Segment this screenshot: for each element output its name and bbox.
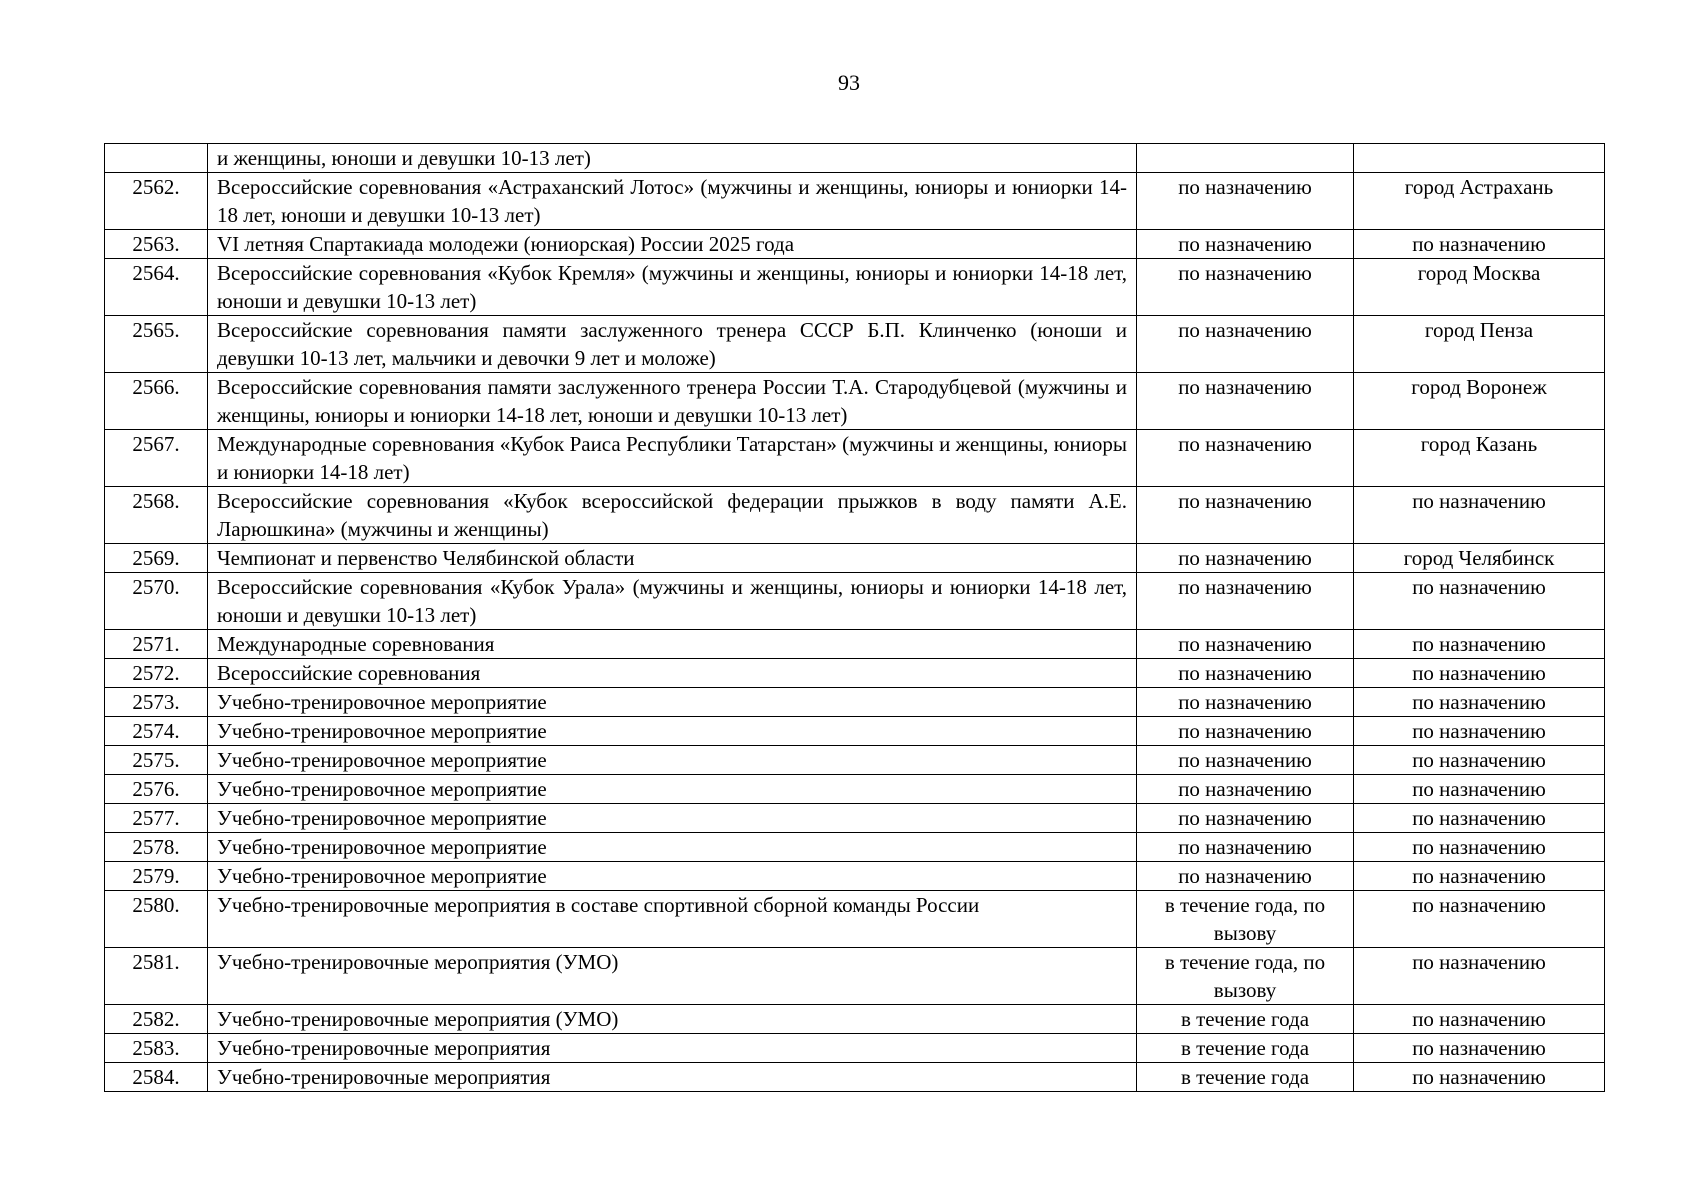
- table-row: [105, 630, 1605, 659]
- event-number: 2575.: [105, 746, 208, 775]
- event-date: по назначению: [1137, 746, 1354, 775]
- event-number: 2570.: [105, 573, 208, 630]
- table-row: [105, 144, 1605, 173]
- event-date: по назначению: [1137, 373, 1354, 430]
- event-name: Всероссийские соревнования «Кубок Кремля» (мужчины и женщины, юниоры и юниорки 14-18 лет, юноши и девушки 10-13 лет): [208, 259, 1137, 316]
- table-row: [105, 573, 1605, 630]
- table-row: [105, 173, 1605, 230]
- event-place: по назначению: [1354, 659, 1605, 688]
- event-name: Международные соревнования: [208, 630, 1137, 659]
- event-name: Учебно-тренировочные мероприятия в составе спортивной сборной команды России: [208, 891, 1137, 948]
- event-place: по назначению: [1354, 688, 1605, 717]
- table-row: [105, 804, 1605, 833]
- event-number: 2569.: [105, 544, 208, 573]
- table-row: [105, 688, 1605, 717]
- event-place: город Москва: [1354, 259, 1605, 316]
- event-date: по назначению: [1137, 630, 1354, 659]
- event-name: Учебно-тренировочное мероприятие: [208, 775, 1137, 804]
- event-number: 2580.: [105, 891, 208, 948]
- event-place: по назначению: [1354, 1063, 1605, 1092]
- table-row: [105, 717, 1605, 746]
- page-number: 93: [838, 70, 860, 95]
- event-number: 2571.: [105, 630, 208, 659]
- table-row: [105, 1063, 1605, 1092]
- event-name: Всероссийские соревнования «Кубок всероссийской федерации прыжков в воду памяти А.Е. Ларюшкина» (мужчины и женщины): [208, 487, 1137, 544]
- event-place: по назначению: [1354, 775, 1605, 804]
- event-number: [105, 144, 208, 173]
- event-number: 2565.: [105, 316, 208, 373]
- event-date: в течение года: [1137, 1063, 1354, 1092]
- event-number: 2576.: [105, 775, 208, 804]
- table-row: [105, 430, 1605, 487]
- event-number: 2567.: [105, 430, 208, 487]
- event-name: Всероссийские соревнования: [208, 659, 1137, 688]
- event-date: по назначению: [1137, 833, 1354, 862]
- event-place: по назначению: [1354, 230, 1605, 259]
- event-place: по назначению: [1354, 630, 1605, 659]
- table-row: [105, 1005, 1605, 1034]
- event-place: по назначению: [1354, 891, 1605, 948]
- event-place: город Пенза: [1354, 316, 1605, 373]
- event-place: город Воронеж: [1354, 373, 1605, 430]
- event-date: по назначению: [1137, 804, 1354, 833]
- event-name: Всероссийские соревнования «Кубок Урала» (мужчины и женщины, юниоры и юниорки 14-18 лет, юноши и девушки 10-13 лет): [208, 573, 1137, 630]
- table-row: [105, 862, 1605, 891]
- event-place: по назначению: [1354, 1034, 1605, 1063]
- event-number: 2577.: [105, 804, 208, 833]
- table-row: [105, 1034, 1605, 1063]
- event-place: по назначению: [1354, 948, 1605, 1005]
- table-row: [105, 230, 1605, 259]
- table-row: [105, 746, 1605, 775]
- table-row: [105, 659, 1605, 688]
- event-number: 2568.: [105, 487, 208, 544]
- event-number: 2583.: [105, 1034, 208, 1063]
- event-number: 2579.: [105, 862, 208, 891]
- event-date: в течение года, по вызову: [1137, 948, 1354, 1005]
- event-name: Всероссийские соревнования «Астраханский Лотос» (мужчины и женщины, юниоры и юниорки 14-18 лет, юноши и девушки 10-13 лет): [208, 173, 1137, 230]
- event-place: по назначению: [1354, 573, 1605, 630]
- event-place: [1354, 144, 1605, 173]
- event-date: по назначению: [1137, 573, 1354, 630]
- event-name: Учебно-тренировочные мероприятия: [208, 1034, 1137, 1063]
- event-date: в течение года: [1137, 1005, 1354, 1034]
- event-place: по назначению: [1354, 746, 1605, 775]
- event-date: по назначению: [1137, 775, 1354, 804]
- event-place: по назначению: [1354, 1005, 1605, 1034]
- table-row: [105, 259, 1605, 316]
- events-table-body: [105, 144, 1605, 1092]
- event-number: 2581.: [105, 948, 208, 1005]
- event-date: по назначению: [1137, 659, 1354, 688]
- event-name: Учебно-тренировочное мероприятие: [208, 804, 1137, 833]
- event-place: по назначению: [1354, 487, 1605, 544]
- event-date: [1137, 144, 1354, 173]
- table-row: [105, 316, 1605, 373]
- table-row: [105, 948, 1605, 1005]
- event-number: 2578.: [105, 833, 208, 862]
- event-date: по назначению: [1137, 544, 1354, 573]
- table-row: [105, 544, 1605, 573]
- event-date: по назначению: [1137, 688, 1354, 717]
- event-number: 2574.: [105, 717, 208, 746]
- table-row: [105, 891, 1605, 948]
- event-name: Международные соревнования «Кубок Раиса Республики Татарстан» (мужчины и женщины, юниоры и юниорки 14-18 лет): [208, 430, 1137, 487]
- event-place: город Челябинск: [1354, 544, 1605, 573]
- event-place: город Астрахань: [1354, 173, 1605, 230]
- event-name: Чемпионат и первенство Челябинской области: [208, 544, 1137, 573]
- event-name: Учебно-тренировочные мероприятия: [208, 1063, 1137, 1092]
- event-date: по назначению: [1137, 173, 1354, 230]
- event-number: 2566.: [105, 373, 208, 430]
- event-number: 2562.: [105, 173, 208, 230]
- event-name: Всероссийские соревнования памяти заслуженного тренера России Т.А. Стародубцевой (мужчины и женщины, юниоры и юниорки 14-18 лет, юноши и девушки 10-13 лет): [208, 373, 1137, 430]
- event-name: Учебно-тренировочное мероприятие: [208, 688, 1137, 717]
- event-number: 2572.: [105, 659, 208, 688]
- event-name: и женщины, юноши и девушки 10-13 лет): [208, 144, 1137, 173]
- event-place: по назначению: [1354, 833, 1605, 862]
- event-date: по назначению: [1137, 487, 1354, 544]
- event-place: по назначению: [1354, 862, 1605, 891]
- event-date: по назначению: [1137, 717, 1354, 746]
- events-table: [104, 143, 1605, 1092]
- event-name: Учебно-тренировочное мероприятие: [208, 833, 1137, 862]
- event-place: по назначению: [1354, 717, 1605, 746]
- event-place: город Казань: [1354, 430, 1605, 487]
- event-name: VI летняя Спартакиада молодежи (юниорская) России 2025 года: [208, 230, 1137, 259]
- table-row: [105, 833, 1605, 862]
- table-row: [105, 487, 1605, 544]
- event-date: по назначению: [1137, 230, 1354, 259]
- table-row: [105, 775, 1605, 804]
- event-number: 2582.: [105, 1005, 208, 1034]
- event-number: 2573.: [105, 688, 208, 717]
- event-date: по назначению: [1137, 316, 1354, 373]
- event-number: 2564.: [105, 259, 208, 316]
- event-date: в течение года, по вызову: [1137, 891, 1354, 948]
- event-name: Учебно-тренировочные мероприятия (УМО): [208, 1005, 1137, 1034]
- event-number: 2584.: [105, 1063, 208, 1092]
- event-date: по назначению: [1137, 259, 1354, 316]
- event-place: по назначению: [1354, 804, 1605, 833]
- table-row: [105, 373, 1605, 430]
- event-name: Учебно-тренировочное мероприятие: [208, 862, 1137, 891]
- event-name: Учебно-тренировочное мероприятие: [208, 717, 1137, 746]
- event-number: 2563.: [105, 230, 208, 259]
- event-name: Учебно-тренировочные мероприятия (УМО): [208, 948, 1137, 1005]
- event-date: по назначению: [1137, 862, 1354, 891]
- event-name: Всероссийские соревнования памяти заслуженного тренера СССР Б.П. Клинченко (юноши и девушки 10-13 лет, мальчики и девочки 9 лет и моложе): [208, 316, 1137, 373]
- event-date: в течение года: [1137, 1034, 1354, 1063]
- event-name: Учебно-тренировочное мероприятие: [208, 746, 1137, 775]
- event-date: по назначению: [1137, 430, 1354, 487]
